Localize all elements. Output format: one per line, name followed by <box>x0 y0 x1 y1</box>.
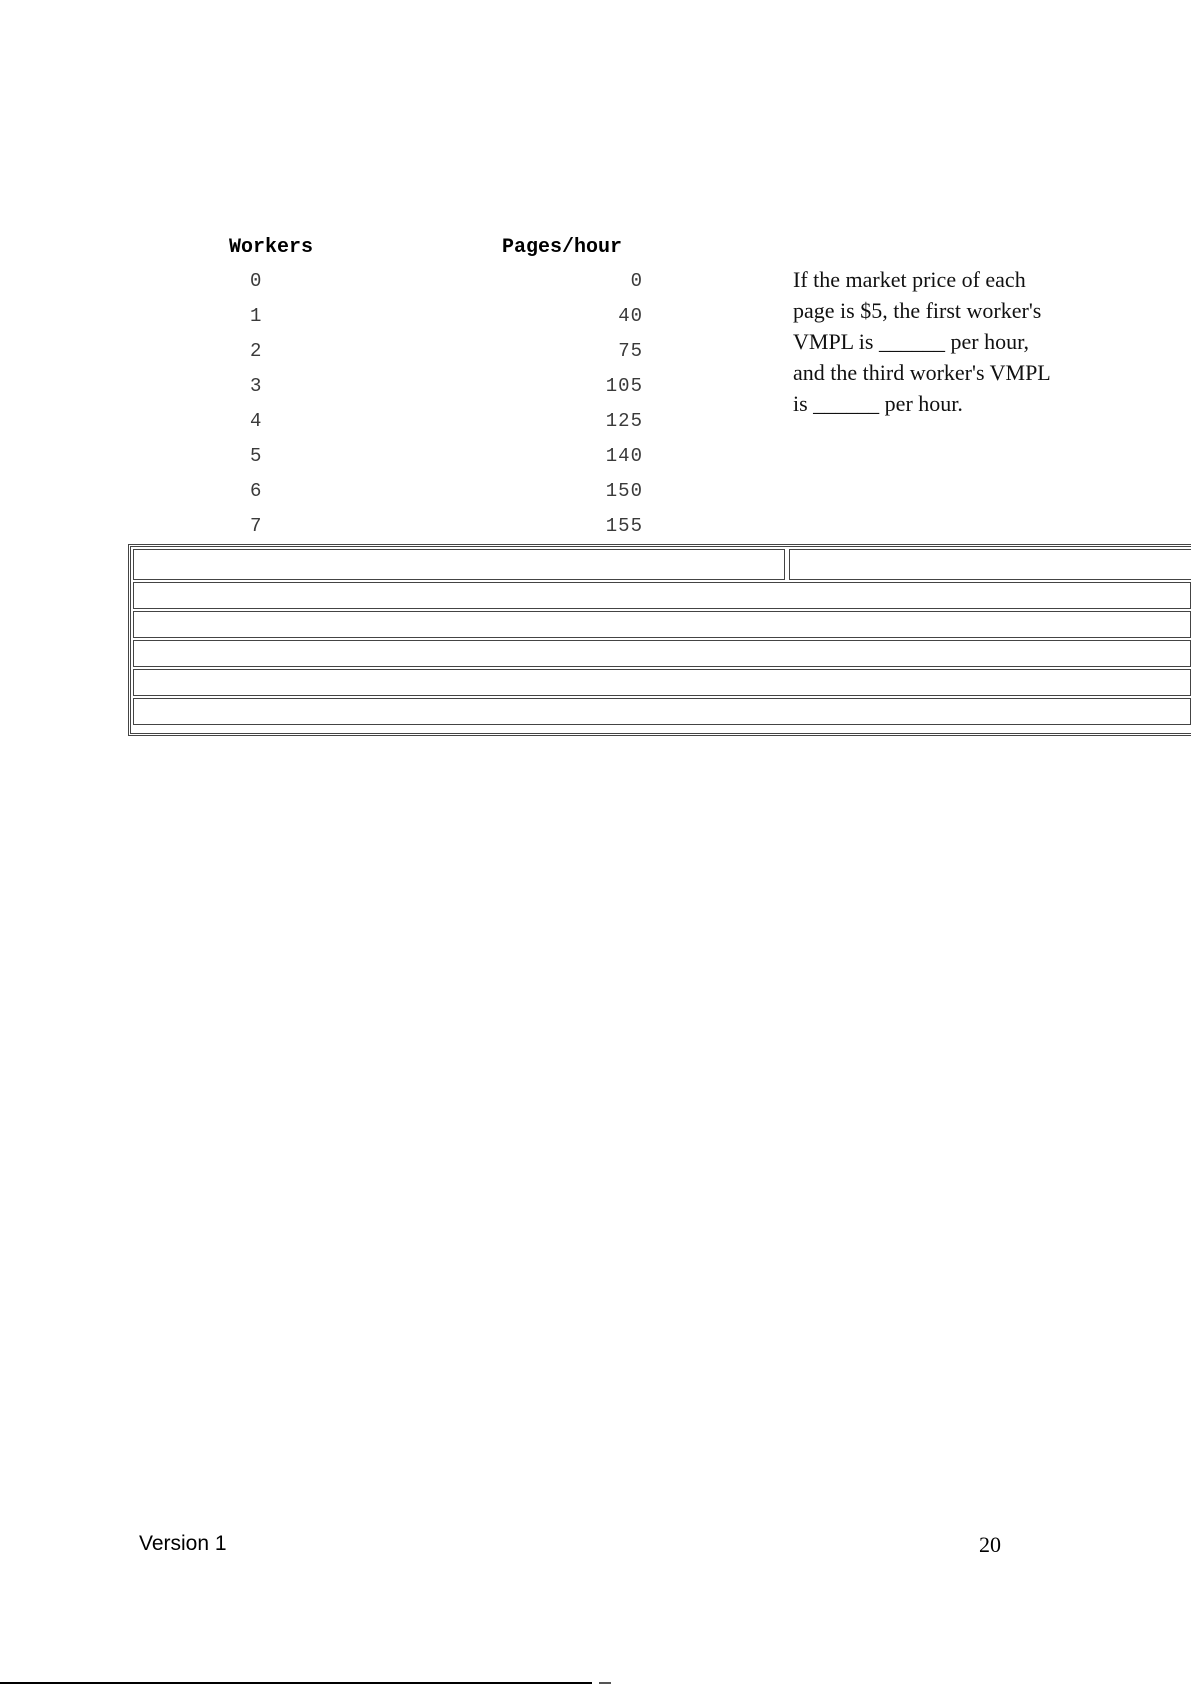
pages-cell: 0 <box>630 270 643 292</box>
workers-cell: 6 <box>250 480 263 502</box>
pages-cell: 150 <box>605 480 643 502</box>
answer-row <box>133 669 1191 696</box>
workers-cell: 2 <box>250 340 263 362</box>
pages-cell: 40 <box>618 305 643 327</box>
workers-cell: 0 <box>250 270 263 292</box>
answer-cell <box>789 549 1191 580</box>
workers-cell: 1 <box>250 305 263 327</box>
table-row <box>0 270 700 305</box>
page-number: 20 <box>979 1532 1001 1557</box>
table-row <box>0 480 700 515</box>
page-divider <box>0 1682 592 1684</box>
table-row <box>0 410 700 445</box>
table-row <box>0 340 700 375</box>
page-divider-tick <box>599 1682 611 1684</box>
production-table <box>0 270 700 550</box>
workers-cell: 3 <box>250 375 263 397</box>
pages-cell: 75 <box>618 340 643 362</box>
workers-column-header: Workers <box>229 236 314 259</box>
pages-cell: 140 <box>605 445 643 467</box>
pages-cell: 125 <box>605 410 643 432</box>
workers-cell: 7 <box>250 515 263 537</box>
answer-row <box>133 549 1191 580</box>
answer-row <box>133 582 1191 609</box>
pages-cell: 105 <box>605 375 643 397</box>
table-row <box>0 375 700 410</box>
question-text: If the market price of each page is $5, the first worker's VMPL is ______ per hour, and the third worker's VMPL is ______ per hour. <box>793 267 1050 416</box>
workers-cell: 4 <box>250 410 263 432</box>
pages-cell: 155 <box>605 515 643 537</box>
answer-row <box>133 698 1191 725</box>
footer-version: Version 1 <box>139 1532 227 1555</box>
table-row <box>0 445 700 480</box>
answer-row <box>133 611 1191 638</box>
answer-cell <box>133 549 785 580</box>
workers-cell: 5 <box>250 445 263 467</box>
answer-row <box>133 640 1191 667</box>
pages-column-header: Pages/hour <box>502 236 623 259</box>
table-row <box>0 305 700 340</box>
table-header <box>0 236 680 262</box>
answer-grid <box>128 544 1191 736</box>
